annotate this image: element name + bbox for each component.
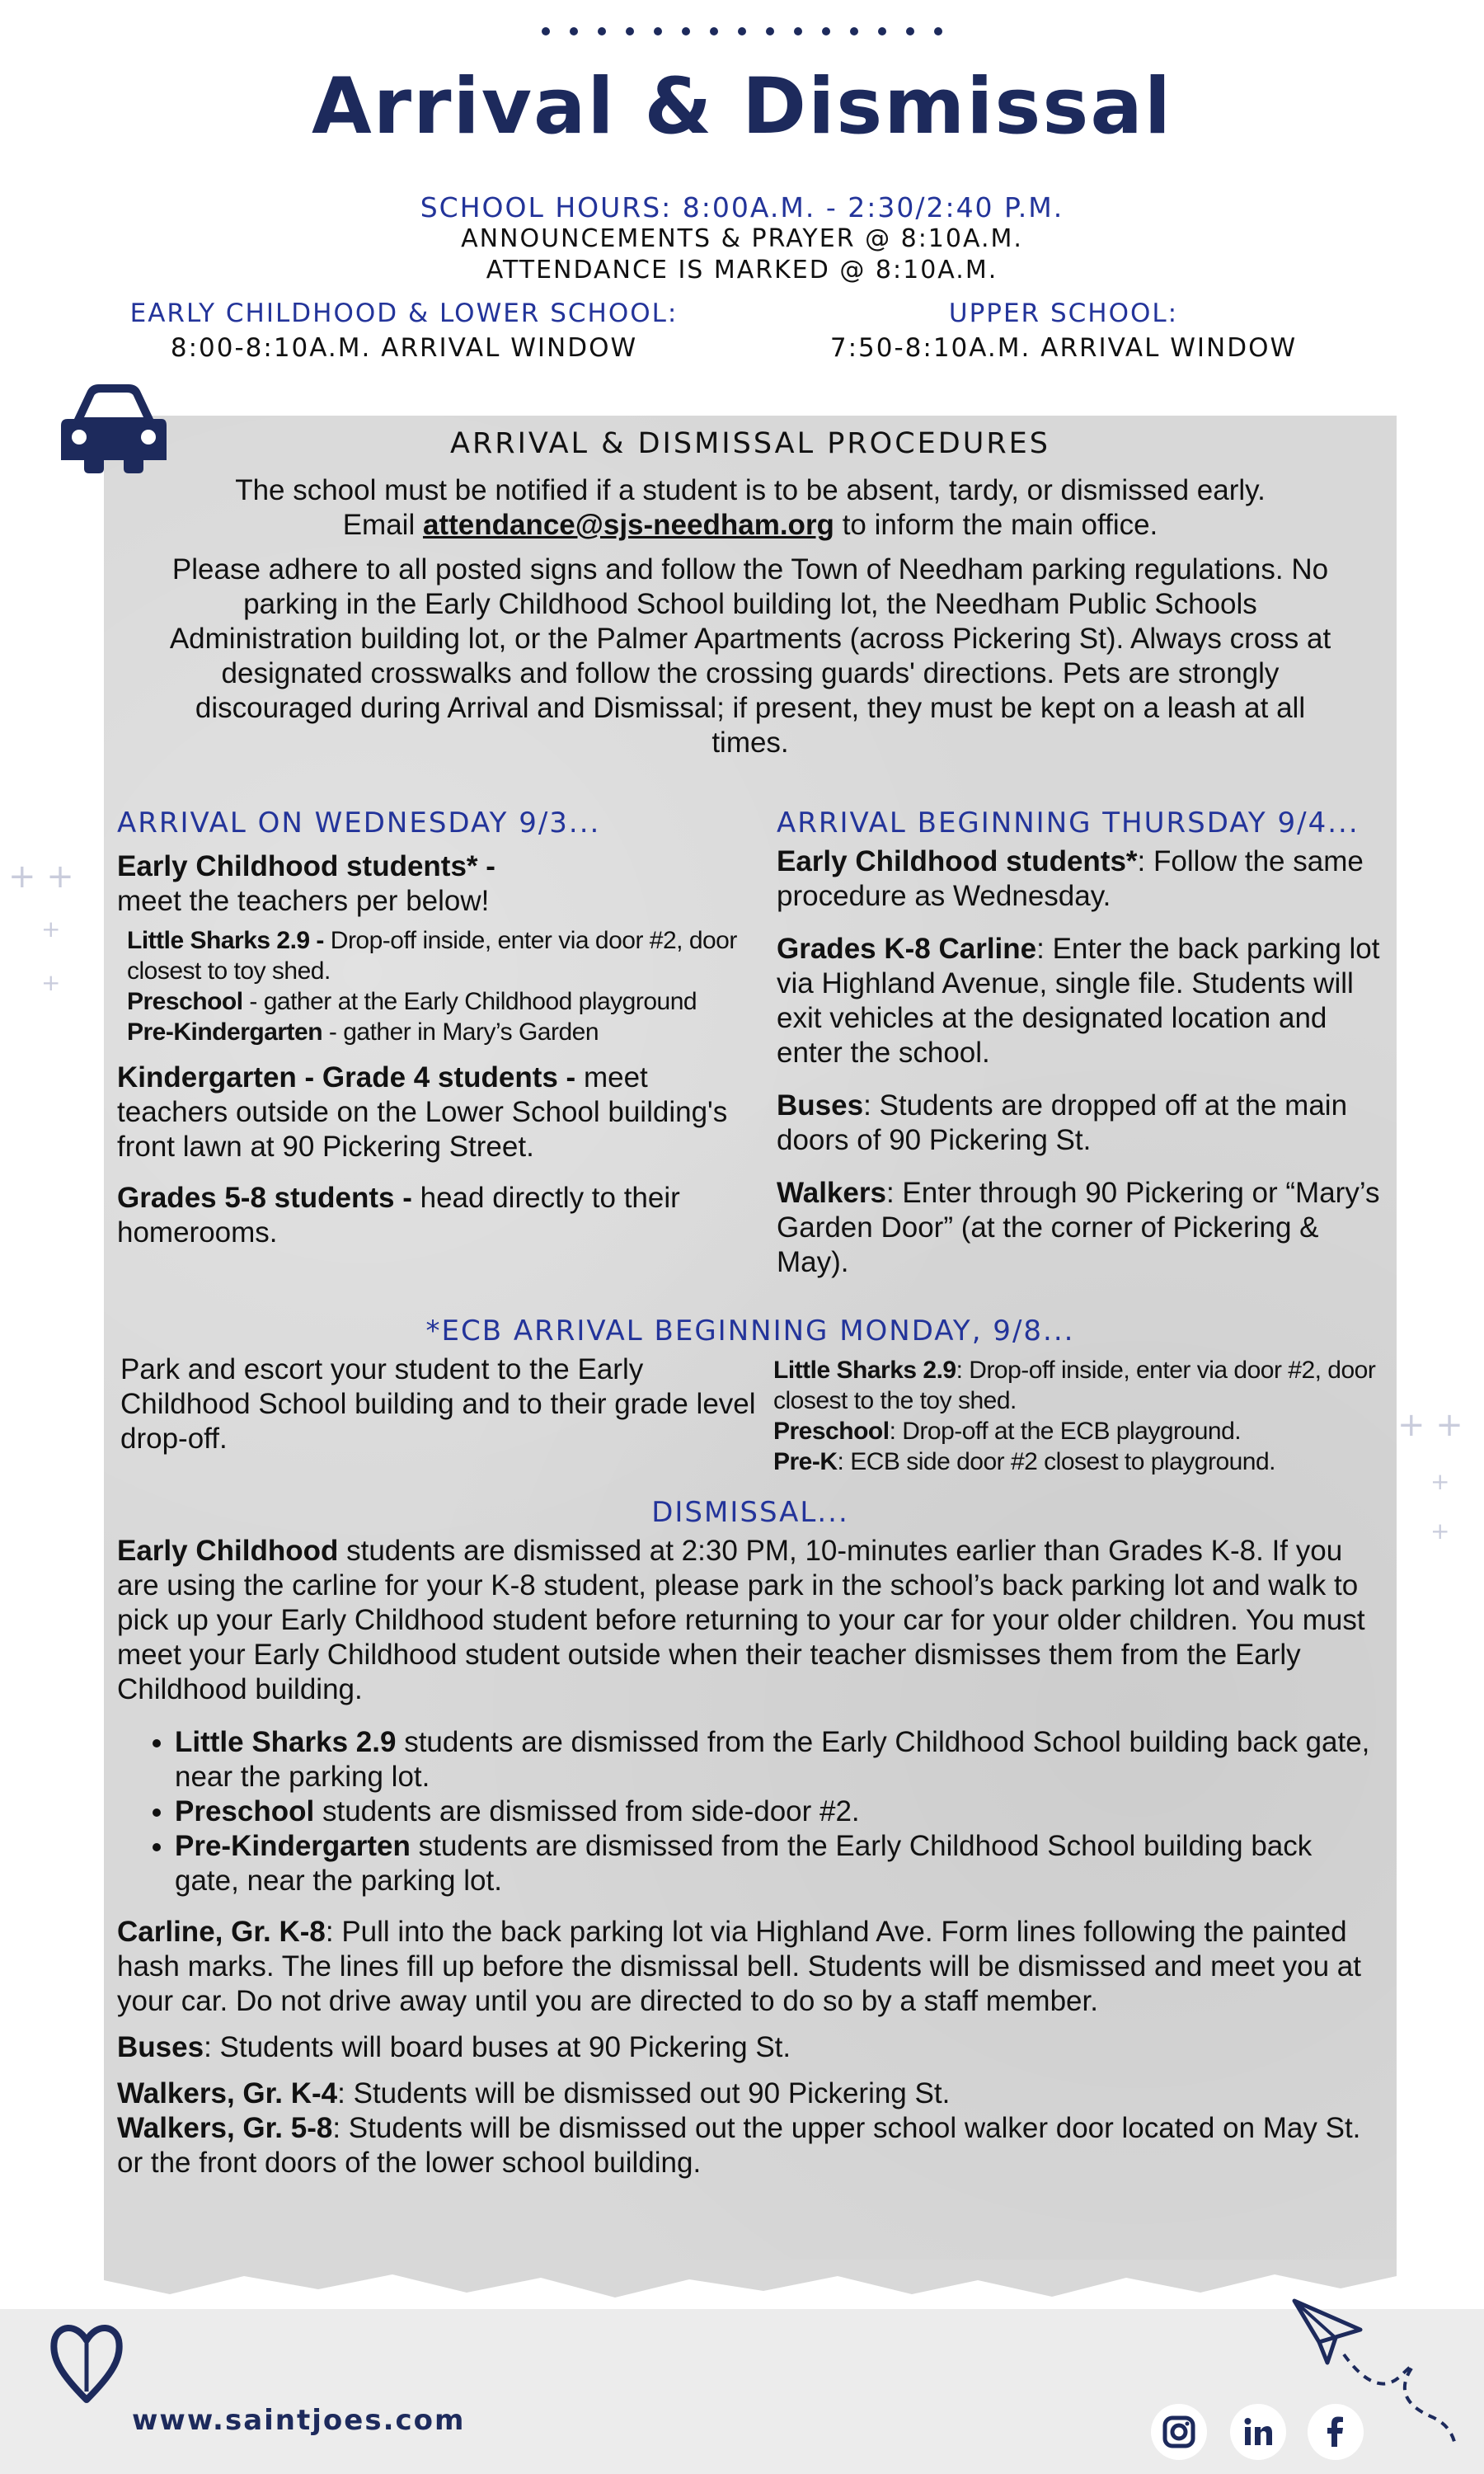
ecb-park-text: Park and escort your student to the Early Childhood School building and to their grade level drop-off. [120, 1353, 756, 1455]
sharks-label: Little Sharks 2.9 - [127, 927, 324, 954]
ec-wednesday-label: Early Childhood students* - [117, 850, 495, 882]
dismissal-section [117, 1534, 1378, 2180]
dismissal-buses-label: Buses [117, 2031, 204, 2063]
sparkle-decoration: + [41, 915, 61, 943]
list-item [175, 1725, 1378, 1794]
sharks-text: Drop-off inside, enter via door #2, door closest to toy shed. [127, 927, 737, 985]
ecb-preschool-label: Preschool [773, 1418, 890, 1445]
buses-text: : Students are dropped off at the main doors of 90 Pickering St. [777, 1089, 1348, 1156]
walkers-text: : Enter through 90 Pickering or “Mary’s Garden Door” (at the corner of Pickering & May). [777, 1177, 1380, 1278]
bullet-label: Preschool [175, 1795, 315, 1827]
walkers-thursday [777, 1176, 1387, 1280]
sparkle-decoration: + [41, 969, 61, 996]
arrival-wednesday-heading: ARRIVAL ON WEDNESDAY 9/3... [117, 807, 601, 840]
ec-thursday-text: : Follow the same procedure as Wednesday. [777, 845, 1364, 912]
dismissal-walkers-k4-label: Walkers, Gr. K-4 [117, 2077, 338, 2109]
ecb-prek-text: : ECB side door #2 closest to playground. [837, 1448, 1276, 1475]
linkedin-button[interactable] [1230, 2404, 1286, 2460]
upper-school-arrival-window [758, 299, 1369, 363]
linkedin-icon [1242, 2415, 1275, 2448]
email-suffix: to inform the main office. [842, 509, 1158, 541]
sparkle-decoration: + + [8, 858, 74, 896]
prek-label: Pre-Kindergarten [127, 1018, 323, 1046]
instagram-button[interactable] [1151, 2404, 1207, 2460]
dismissal-walkers-58 [117, 2111, 1378, 2180]
torn-paper-edge [104, 2260, 1397, 2309]
dismissal-ec [117, 1534, 1378, 1707]
attendance-time: ATTENDANCE IS MARKED @ 8:10A.M. [486, 256, 998, 285]
buses-thursday [777, 1089, 1387, 1158]
arrival-thursday-column [777, 844, 1387, 1280]
dismissal-walkers-58-label: Walkers, Gr. 5-8 [117, 2112, 333, 2144]
procedures-heading: ARRIVAL & DISMISSAL PROCEDURES [450, 427, 1050, 460]
walkers-label: Walkers [777, 1177, 886, 1209]
bullet-label: Little Sharks 2.9 [175, 1726, 397, 1758]
ecb-sharks-label: Little Sharks 2.9 [773, 1357, 956, 1384]
ecb-preschool-text: : Drop-off at the ECB playground. [889, 1418, 1242, 1445]
sparkle-decoration: + [1430, 1468, 1450, 1495]
k4-label: Kindergarten - Grade 4 students - [117, 1061, 576, 1094]
ecb-groups [773, 1355, 1400, 1477]
ec-thursday [777, 844, 1387, 914]
dismissal-carline-label: Carline, Gr. K-8 [117, 1916, 326, 1948]
dismissal-carline [117, 1915, 1378, 2019]
carline-text: : Enter the back parking lot via Highland Avenue, single file. Students will exit vehicles at the designated location and enter the school. [777, 933, 1380, 1069]
g58-wednesday [117, 1181, 760, 1250]
parking-paragraph: Please adhere to all posted signs and follow the Town of Needham parking regulations. No parking in the Early Childhood School building lot, the Needham Public Schools Administration building lot, or the Palmer Apartments (across Pickering St). Always cross at designated crosswalks and follow the crossing guards' directions. Pets are strongly discouraged during Arrival and Dismissal; if present, they must be kept on a leash at all times. [169, 553, 1331, 759]
ec-wednesday-text: meet the teachers per below! [117, 885, 490, 917]
page-title: Arrival & Dismissal [312, 62, 1172, 152]
k4-text: meet teachers outside on the Lower School building's front lawn at 90 Pickering Street. [117, 1061, 728, 1163]
facebook-button[interactable] [1308, 2404, 1364, 2460]
bullet-text: students are dismissed from the Early Childhood School building back gate, near the parking lot. [175, 1830, 1313, 1897]
ecb-arrival-heading: *ECB ARRIVAL BEGINNING MONDAY, 9/8... [425, 1315, 1075, 1348]
buses-label: Buses [777, 1089, 864, 1122]
ecb-prek-label: Pre-K [773, 1448, 838, 1475]
preschool-text: - gather at the Early Childhood playground [249, 988, 697, 1015]
lower-school-window: 8:00-8:10A.M. ARRIVAL WINDOW [170, 333, 638, 363]
carline-thursday [777, 932, 1387, 1070]
notify-text: The school must be notified if a student is to be absent, tardy, or dismissed early. [235, 474, 1266, 506]
list-item [175, 1794, 1378, 1829]
website-link[interactable]: www.saintjoes.com [132, 2404, 466, 2437]
arrival-thursday-heading: ARRIVAL BEGINNING THURSDAY 9/4... [777, 807, 1360, 840]
g58-label: Grades 5-8 students - [117, 1182, 412, 1214]
dismissal-ec-label: Early Childhood [117, 1535, 339, 1567]
dismissal-carline-text: : Pull into the back parking lot via Highland Ave. Form lines following the painted hash marks. The lines fill up before the dismissal bell. Students will be dismissed and meet you at your car. Do not drive away until you are directed to do so by a staff member. [117, 1916, 1361, 2017]
school-hours: SCHOOL HOURS: 8:00A.M. - 2:30/2:40 P.M. [420, 191, 1064, 223]
lower-school-heading: EARLY CHILDHOOD & LOWER SCHOOL: [129, 299, 679, 328]
preschool-label: Preschool [127, 988, 243, 1015]
decorative-dots [0, 25, 1484, 40]
bullet-label: Pre-Kindergarten [175, 1830, 411, 1862]
facebook-icon [1319, 2415, 1352, 2448]
arrival-wednesday-column [117, 849, 760, 1250]
ecb-sharks-text: : Drop-off inside, enter via door #2, door closest to the toy shed. [773, 1357, 1376, 1414]
bullet-text: students are dismissed from the Early Childhood School building back gate, near the parking lot. [175, 1726, 1370, 1793]
dismissal-walkers-k4-text: : Students will be dismissed out 90 Pickering St. [337, 2077, 951, 2109]
ec-wednesday-groups [127, 925, 760, 1047]
email-prefix: Email [342, 509, 416, 541]
lower-school-arrival-window [99, 299, 709, 363]
ec-wednesday [117, 849, 760, 919]
dismissal-buses-text: : Students will board buses at 90 Pickering St. [204, 2031, 791, 2063]
dismissal-ec-text: students are dismissed at 2:30 PM, 10-minutes earlier than Grades K-8. If you are using the carline for your K-8 student, please park in the school’s back parking lot and walk to pick up your Early Childhood student before returning to your car for your older children. You must meet your Early Childhood student outside when their teacher dismisses them from the Early Childhood building. [117, 1535, 1365, 1705]
dismissal-walkers-58-text: : Students will be dismissed out the upper school walker door located on May St. or the front doors of the lower school building. [117, 2112, 1361, 2179]
sparkle-decoration: + [1430, 1517, 1450, 1545]
g58-text: head directly to their homerooms. [117, 1182, 680, 1249]
list-item [175, 1829, 1378, 1898]
dismissal-heading: DISMISSAL... [651, 1496, 849, 1529]
dismissal-buses [117, 2030, 1378, 2065]
bullet-text: students are dismissed from side-door #2. [322, 1795, 860, 1827]
ec-thursday-label: Early Childhood students* [777, 845, 1138, 877]
k4-wednesday [117, 1061, 760, 1164]
dismissal-walkers-k4 [117, 2077, 1378, 2111]
carline-label: Grades K-8 Carline [777, 933, 1037, 965]
prek-text: - gather in Mary’s Garden [328, 1018, 599, 1046]
sparkle-decoration: + + [1397, 1406, 1463, 1444]
dismissal-ec-list [117, 1725, 1378, 1898]
heart-icon [49, 2317, 124, 2408]
notify-paragraph [104, 473, 1397, 543]
instagram-icon [1162, 2415, 1195, 2448]
upper-school-window: 7:50-8:10A.M. ARRIVAL WINDOW [829, 333, 1298, 363]
attendance-email-link[interactable]: attendance@sjs-needham.org [422, 509, 834, 541]
upper-school-heading: UPPER SCHOOL: [948, 299, 1179, 328]
announcements-time: ANNOUNCEMENTS & PRAYER @ 8:10A.M. [461, 224, 1023, 253]
